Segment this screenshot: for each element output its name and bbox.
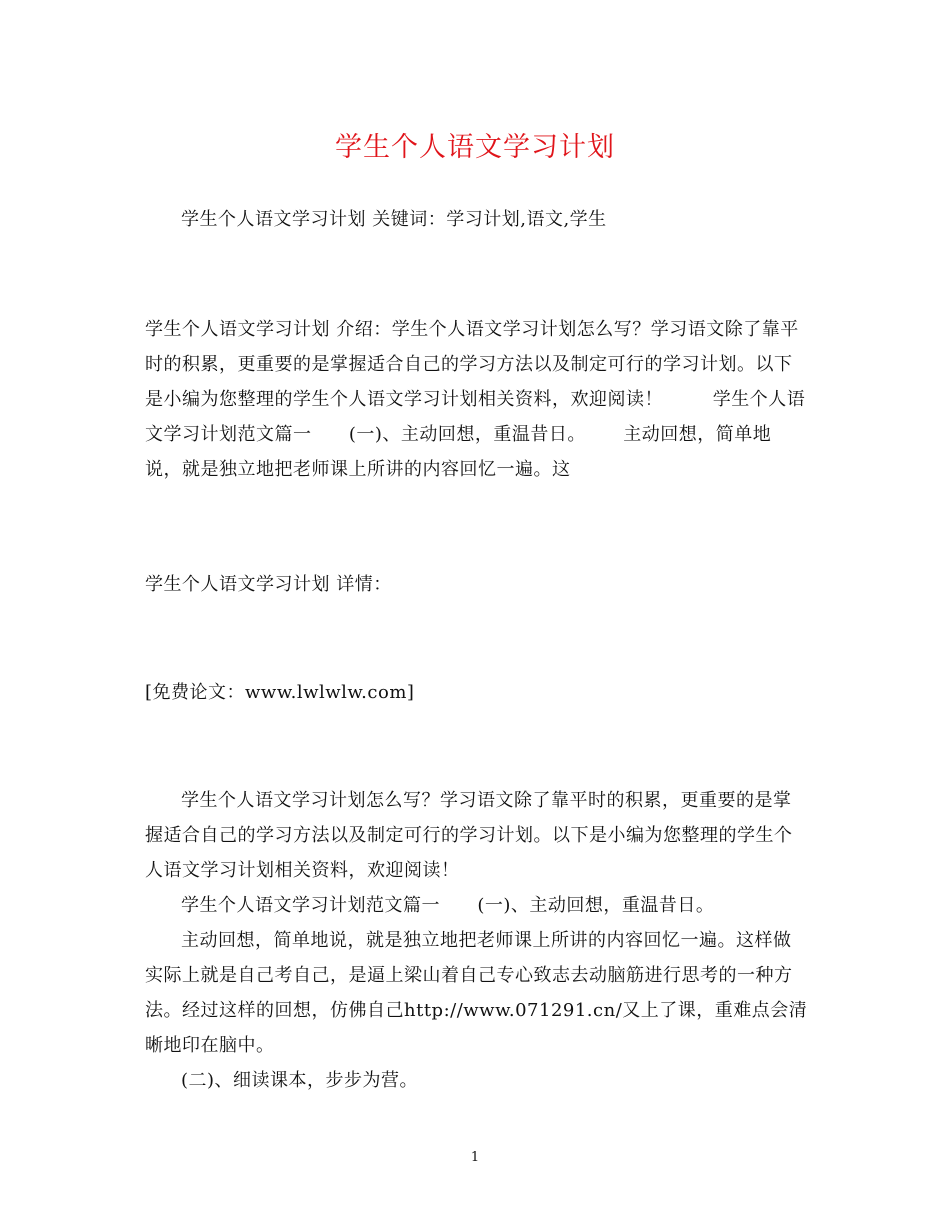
body-line: 人语文学习计划相关资料，欢迎阅读！ xyxy=(145,860,460,881)
source-line: [免费论文：www.lwlwlw.com] xyxy=(145,682,415,703)
intro-paragraph xyxy=(145,312,805,487)
page-number: 1 xyxy=(470,1150,480,1165)
body-line: 握适合自己的学习方法以及制定可行的学习计划。以下是小编为您整理的学生个 xyxy=(145,825,793,846)
body-line: (二)、细读课本，步步为营。 xyxy=(181,1070,419,1091)
intro-line: 学生个人语文学习计划 介绍：学生个人语文学习计划怎么写？学习语文除了靠平 xyxy=(145,319,799,340)
body-line: 学生个人语文学习计划范文篇一 (一)、主动回想，重温昔日。 xyxy=(181,895,715,916)
intro-line: 说，就是独立地把老师课上所讲的内容回忆一遍。这 xyxy=(145,459,571,480)
keywords-line: 学生个人语文学习计划 关键词：学习计划,语文,学生 xyxy=(181,209,607,230)
details-label: 学生个人语文学习计划 详情： xyxy=(145,574,392,595)
intro-line: 是小编为您整理的学生个人语文学习计划相关资料，欢迎阅读！ 学生个人语 xyxy=(145,389,806,410)
intro-line: 时的积累，更重要的是掌握适合自己的学习方法以及制定可行的学习计划。以下 xyxy=(145,354,793,375)
body-text xyxy=(145,783,808,1098)
body-line: 学生个人语文学习计划怎么写？学习语文除了靠平时的积累，更重要的是掌 xyxy=(181,790,792,811)
body-line: 法。经过这样的回想，仿佛自己http://www.071291.cn/又上了课，重难点会清 xyxy=(145,1000,808,1021)
intro-line: 文学习计划范文篇一 (一)、主动回想，重温昔日。 主动回想，简单地 xyxy=(145,424,772,445)
document-title: 学生个人语文学习计划 xyxy=(335,132,615,163)
body-line: 主动回想，简单地说，就是独立地把老师课上所讲的内容回忆一遍。这样做 xyxy=(181,930,792,951)
body-line: 晰地印在脑中。 xyxy=(145,1035,275,1056)
body-line: 实际上就是自己考自己，是逼上梁山着自己专心致志去动脑筋进行思考的一种方 xyxy=(145,965,793,986)
